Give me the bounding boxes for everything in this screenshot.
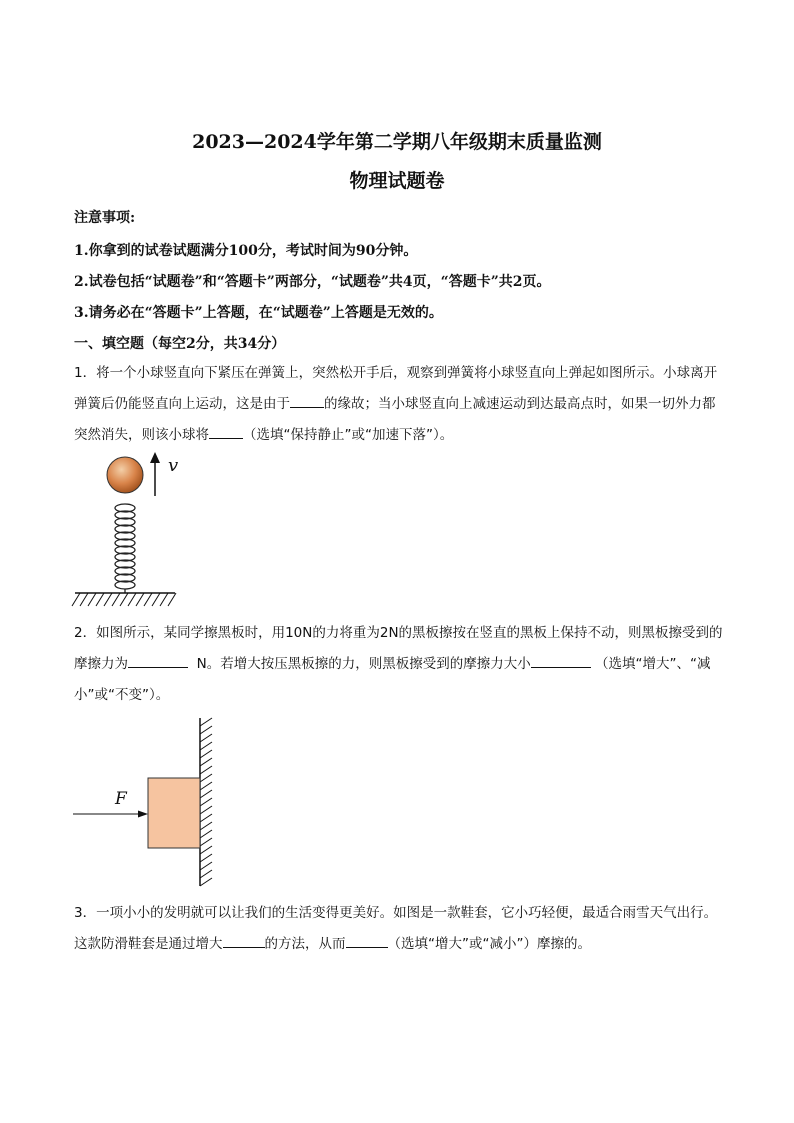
spring [115, 504, 135, 593]
answer-blank [290, 393, 324, 408]
blackboard-eraser-figure [70, 716, 220, 890]
force-arrowhead [138, 811, 148, 818]
note-item-2: 2.试卷包括“试题卷”和“答题卡”两部分，“试题卷”共4页，“答题卡”共2页。 [74, 274, 551, 290]
question-2 [74, 618, 724, 711]
question-2-text-b: N。若增大按压黑板擦的力，则黑板擦受到的摩擦力大小 [196, 656, 531, 672]
eraser-block [148, 778, 200, 848]
question-3 [74, 898, 724, 960]
answer-blank [209, 424, 243, 439]
answer-blank [346, 933, 388, 948]
velocity-label: v [168, 455, 179, 476]
velocity-arrowhead [150, 452, 160, 463]
ground-hatch [72, 593, 176, 606]
force-label: F [115, 789, 127, 809]
answer-blank [531, 653, 591, 668]
question-3-text-a: 3．一项小小的发明就可以让我们的生活变得更美好。如图是一款鞋套，它小巧轻便，最适合雨雪天气出行。这款防滑鞋套是通过增大 [74, 905, 718, 952]
question-1-text-c: （选填“保持静止”或“加速下落”）。 [243, 427, 454, 443]
question-3-text-c: （选填“增大”或“减小”）摩擦的。 [387, 936, 591, 952]
ball [107, 457, 143, 493]
answer-blank [223, 933, 265, 948]
spring-ball-figure [70, 448, 190, 614]
question-1-text-b: 的缘故；当小球竖直向上减速运动到达最高点时，如果一切外力都突然消失，则该小球将 [74, 396, 716, 443]
question-1 [74, 358, 724, 451]
note-item-3: 3.请务必在“答题卡”上答题，在“试题卷”上答题是无效的。 [74, 305, 443, 321]
question-2-text-c: （选填“增大”、“减小”或“不变”）。 [74, 656, 711, 703]
wall-hatch [200, 718, 212, 886]
note-item-1: 1.你拿到的试卷试题满分100分，考试时间为90分钟。 [74, 243, 418, 259]
page-title: 2023—2024学年第二学期八年级期末质量监测 [192, 131, 602, 153]
page-subtitle: 物理试题卷 [349, 170, 445, 192]
question-1-text-a: 1．将一个小球竖直向下紧压在弹簧上，突然松开手后，观察到弹簧将小球竖直向上弹起如图所示。小球离开弹簧后仍能竖直向上运动，这是由于 [74, 365, 718, 412]
section-heading: 一、填空题（每空2分，共34分） [74, 336, 286, 352]
answer-blank [128, 653, 188, 668]
question-2-text-a: 2．如图所示，某同学擦黑板时，用10N的力将重为2N的黑板擦按在竖直的黑板上保持不动，则黑板擦受到的摩擦力为 [74, 625, 723, 672]
question-3-text-b: 的方法，从而 [264, 936, 346, 952]
notes-heading: 注意事项: [74, 210, 136, 226]
